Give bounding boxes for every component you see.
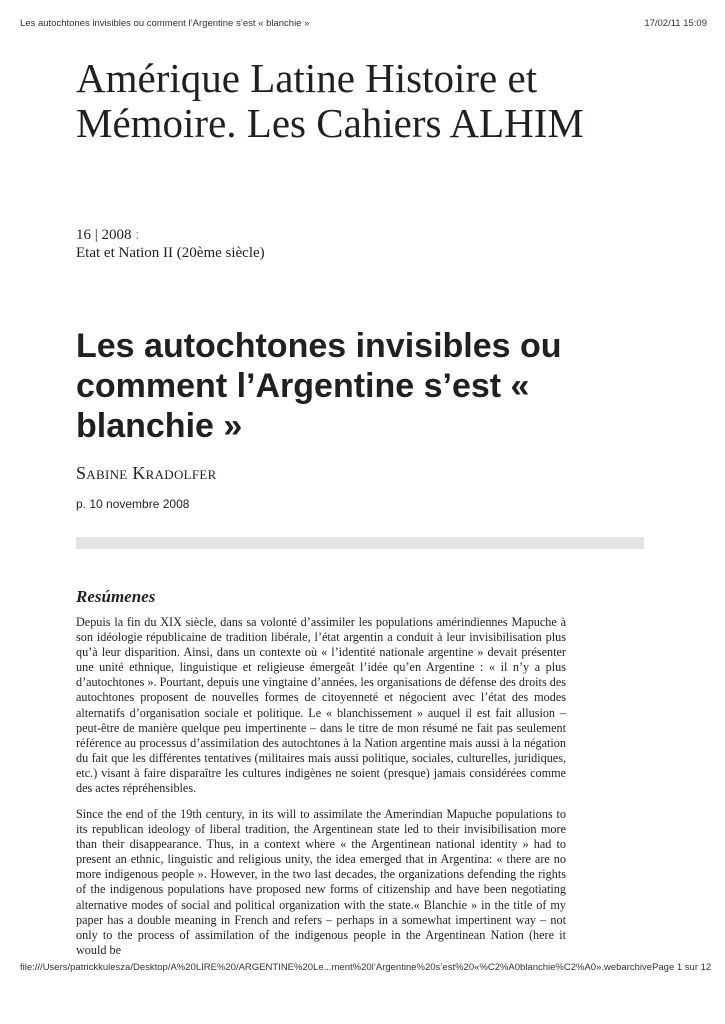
abstracts-heading: Resúmenes xyxy=(76,587,156,606)
issue-line xyxy=(76,227,139,244)
print-header-datetime: 17/02/11 15:09 xyxy=(644,18,707,29)
section-divider-bar xyxy=(76,537,644,549)
article-title: Les autochtones invisibles ou comment l’Argentine s’est « blanchie » xyxy=(76,327,562,445)
abstract-english: Since the end of the 19th century, in its will to assimilate the Amerindian Mapuche populations to its republican ideology of liberal tradition, the Argentinean state led to their invisibilisation more than their disappearance. Thus, in a context where « the Argentinean national identity » had to present an ethnic, linguistic and religious unity, the idea emerged that in Argentina: « there are no more indigenous people ». However, in the two last decades, the organizations defending the rights of the indigenous populations have proposed new forms of citizenship and have been negotiating alternative modes of social and political organization with the state.« Blanchie » in the title of my paper has a double meaning in French and refers – perhaps in a somewhat impertinent way – not only to the process of assimilation of the indigenous people in the Argentinean Nation (here it would be xyxy=(76,807,566,957)
journal-title[interactable]: Amérique Latine Histoire et Mémoire. Les Cahiers ALHIM xyxy=(76,55,584,146)
print-footer-path: file:///Users/patrickkulesza/Desktop/A%20LIRE%20/ARGENTINE%20Le...ment%20l’Argentine%20s’est%20«%C2%A0blanchie%C2%A0».webarchive xyxy=(20,962,653,973)
print-footer-page: Page 1 sur 12 xyxy=(652,962,712,973)
issue-number-link[interactable]: 16 | 2008 xyxy=(76,227,132,243)
print-header-title: Les autochtones invisibles ou comment l’Argentine s’est « blanchie » xyxy=(20,18,310,29)
abstract-french: Depuis la fin du XIX siècle, dans sa volonté d’assimiler les populations amérindiennes Mapuche à son idéologie républicaine de tradition libérale, l’état argentin a conduit à leur invisibilisation plus qu’à leur disparition. Ainsi, dans un contexte où « l’identité nationale argentine » devait présenter une unité ethnique, linguistique et religieuse émergeât l’idée qu’en Argentine : « il n’y a plus d’autochtones ». Pourtant, depuis une vingtaine d’années, les organisations de défense des droits des autochtones proposent de nouvelles formes de citoyenneté et négocient avec l’état des modes alternatifs d’organisation sociale et politique. Le « blanchissement » auquel il est fait allusion – peut-être de manière quelque peu impertinente – dans le titre de mon résumé ne fait pas seulement référence au processus d’assimilation des autochtones à la Nation argentine mais aussi à la négation du fait que les différentes tentatives (militaires mais aussi politique, sociales, culturelles, juridiques, etc.) visant à faire disparaître les cultures indigènes ne soient (presque) jamais considérées comme des actes répréhensibles. xyxy=(76,615,566,796)
issue-separator: : xyxy=(135,227,140,243)
issue-theme-link[interactable]: Etat et Nation II (20ème siècle) xyxy=(76,245,265,261)
publication-date: p. 10 novembre 2008 xyxy=(76,497,190,511)
author-link[interactable]: Sabine Kradolfer xyxy=(76,463,217,483)
print-footer xyxy=(20,962,712,973)
print-header xyxy=(20,18,707,29)
